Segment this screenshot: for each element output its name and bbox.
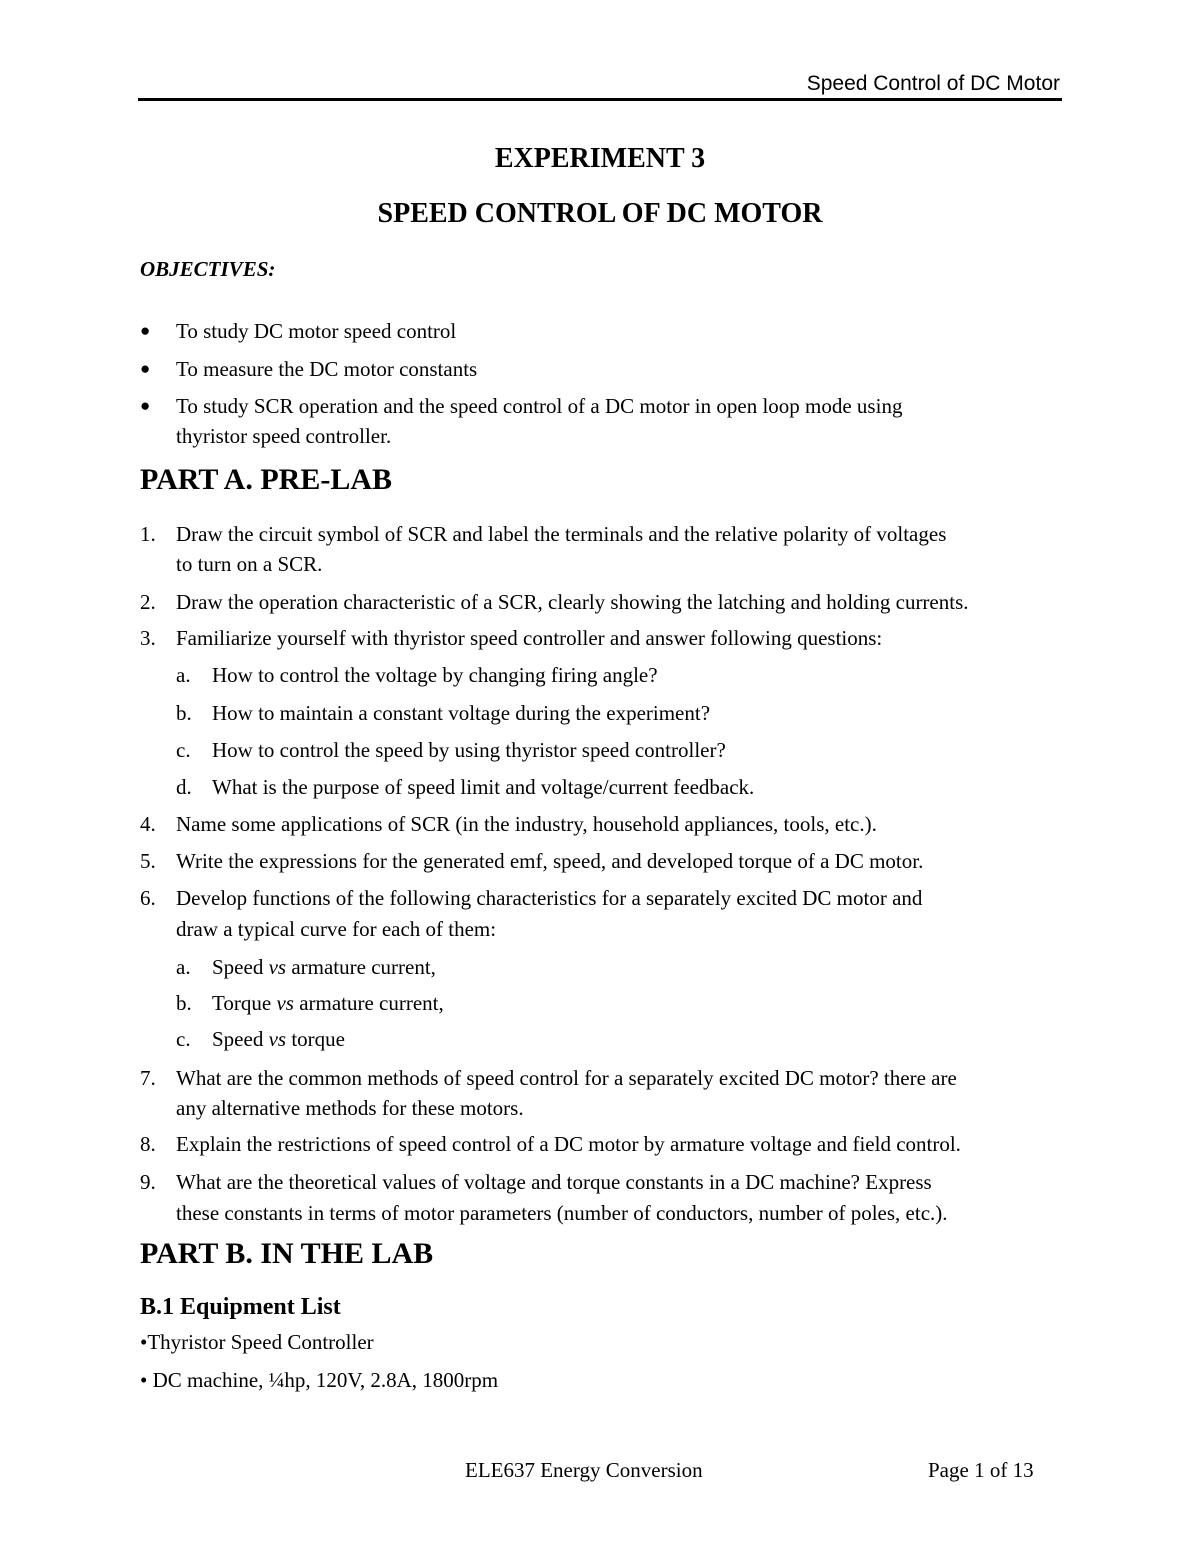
item-number: 7. bbox=[140, 1066, 156, 1090]
prelab-item: Develop functions of the following characteristics for a separately excited DC motor and bbox=[176, 886, 923, 910]
vs-emphasis: vs bbox=[268, 955, 287, 979]
objectives-heading: OBJECTIVES: bbox=[140, 257, 276, 281]
prelab-item: Explain the restrictions of speed control of a DC motor by armature voltage and field control. bbox=[176, 1132, 961, 1156]
item-number: 6. bbox=[140, 886, 156, 910]
item-number: 2. bbox=[140, 590, 156, 614]
bullet-icon: ● bbox=[140, 321, 151, 340]
prelab-item: Write the expressions for the generated emf, speed, and developed torque of a DC motor. bbox=[176, 849, 924, 873]
equipment-item: • DC machine, ¼hp, 120V, 2.8A, 1800rpm bbox=[140, 1368, 499, 1392]
item-number: 5. bbox=[140, 849, 156, 873]
equipment-list-heading: B.1 Equipment List bbox=[140, 1294, 341, 1320]
prelab-item-continued: draw a typical curve for each of them: bbox=[176, 917, 497, 941]
running-header: Speed Control of DC Motor bbox=[806, 72, 1060, 95]
prelab-subitem: How to control the speed by using thyristor speed controller? bbox=[212, 738, 726, 762]
item-number: 1. bbox=[140, 522, 156, 546]
bullet-icon: ● bbox=[140, 359, 151, 378]
objective-item: To study SCR operation and the speed control of a DC motor in open loop mode using bbox=[176, 394, 903, 418]
prelab-item: Draw the operation characteristic of a SCR, clearly showing the latching and holding currents. bbox=[176, 590, 969, 614]
subitem-letter: c. bbox=[176, 1027, 191, 1051]
prelab-item: What are the common methods of speed control for a separately excited DC motor? there are bbox=[176, 1066, 957, 1090]
subitem-letter: c. bbox=[176, 738, 191, 762]
subitem-letter: a. bbox=[176, 955, 191, 979]
prelab-subitem: How to maintain a constant voltage during the experiment? bbox=[212, 701, 711, 725]
vs-emphasis: vs bbox=[268, 1027, 287, 1051]
prelab-subitem: Speed vs torque bbox=[212, 1027, 345, 1051]
part-a-heading: PART A. PRE-LAB bbox=[140, 463, 393, 496]
prelab-item: Draw the circuit symbol of SCR and label the terminals and the relative polarity of voltages bbox=[176, 522, 947, 546]
subject-title: SPEED CONTROL OF DC MOTOR bbox=[377, 198, 823, 229]
prelab-item: What are the theoretical values of voltage and torque constants in a DC machine? Express bbox=[176, 1170, 932, 1194]
equipment-item: •Thyristor Speed Controller bbox=[140, 1330, 374, 1354]
subitem-letter: b. bbox=[176, 701, 192, 725]
objective-item: To measure the DC motor constants bbox=[176, 357, 478, 381]
subitem-letter: d. bbox=[176, 775, 192, 799]
prelab-subitem: Torque vs armature current, bbox=[212, 991, 444, 1015]
prelab-subitem: How to control the voltage by changing firing angle? bbox=[212, 663, 658, 687]
vs-emphasis: vs bbox=[276, 991, 294, 1015]
item-number: 4. bbox=[140, 812, 156, 836]
item-number: 3. bbox=[140, 626, 156, 650]
footer-page-number: Page 1 of 13 bbox=[928, 1458, 1034, 1482]
subitem-letter: b. bbox=[176, 991, 192, 1015]
prelab-subitem: Speed vs armature current, bbox=[212, 955, 436, 979]
prelab-item-continued: these constants in terms of motor parameters (number of conductors, number of poles, etc.). bbox=[176, 1201, 948, 1225]
prelab-item: Name some applications of SCR (in the industry, household appliances, tools, etc.). bbox=[176, 812, 877, 836]
prelab-subitem: What is the purpose of speed limit and voltage/current feedback. bbox=[212, 775, 755, 799]
prelab-item-continued: to turn on a SCR. bbox=[176, 552, 323, 576]
subitem-letter: a. bbox=[176, 663, 191, 687]
prelab-item: Familiarize yourself with thyristor speed controller and answer following questions: bbox=[176, 626, 883, 650]
objective-item-continued: thyristor speed controller. bbox=[176, 424, 392, 448]
item-number: 9. bbox=[140, 1170, 156, 1194]
header-rule bbox=[138, 98, 1062, 101]
experiment-title: EXPERIMENT 3 bbox=[494, 143, 706, 174]
part-b-heading: PART B. IN THE LAB bbox=[140, 1237, 434, 1270]
bullet-icon: ● bbox=[140, 396, 151, 415]
prelab-item-continued: any alternative methods for these motors. bbox=[176, 1096, 524, 1120]
item-number: 8. bbox=[140, 1132, 156, 1156]
footer-course: ELE637 Energy Conversion bbox=[465, 1458, 703, 1482]
objective-item: To study DC motor speed control bbox=[176, 319, 457, 343]
